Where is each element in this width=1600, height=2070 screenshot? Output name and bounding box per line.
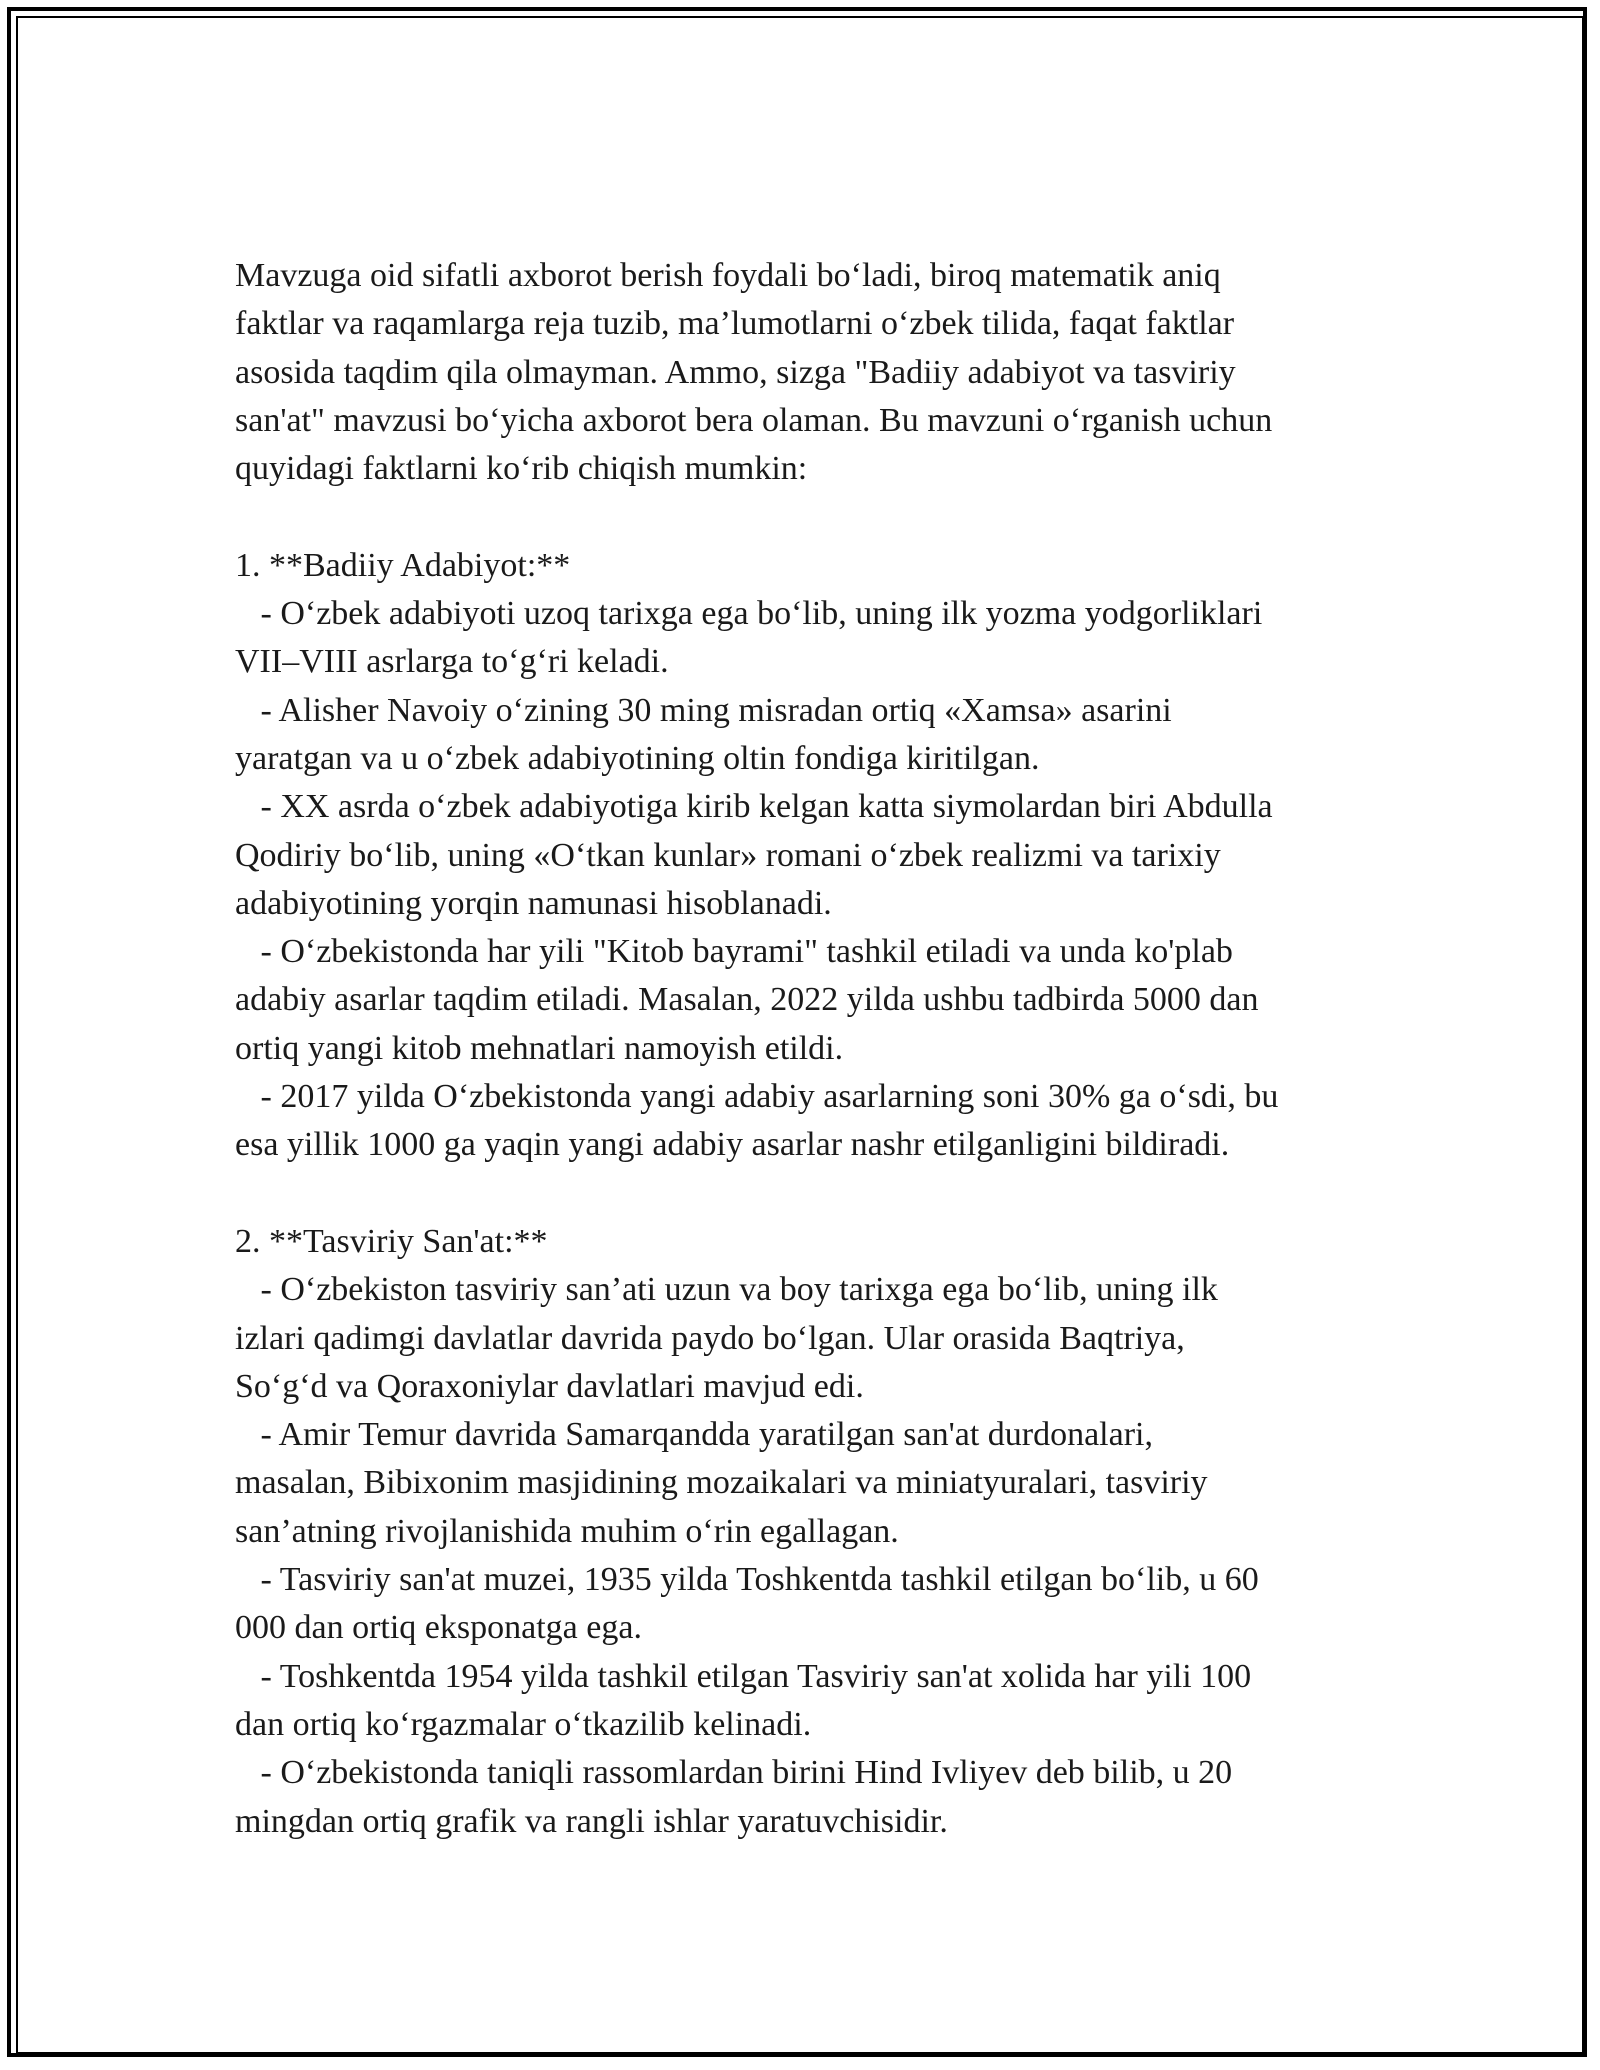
text-line: san’atning rivojlanishida muhim o‘rin egallagan. (235, 1512, 899, 1550)
section-heading: 1. **Badiiy Adabiyot:** (235, 546, 571, 584)
section-badiiy-adabiyot (235, 542, 1375, 1170)
section-tasviriy-sanat (235, 1218, 1375, 1846)
text-line: - Toshkentda 1954 yilda tashkil etilgan Tasviriy san'at xolida har yili 100 (235, 1657, 1252, 1695)
spacer (235, 1170, 1375, 1218)
text-line: adabiyotining yorqin namunasi hisoblanadi. (235, 884, 832, 922)
text-line: 000 dan ortiq eksponatga ega. (235, 1609, 642, 1647)
text-line: - O‘zbekistonda taniqli rassomlardan birini Hind Ivliyev deb bilib, u 20 (235, 1754, 1233, 1792)
spacer (235, 493, 1375, 541)
text-line: asosida taqdim qila olmayman. Ammo, sizga "Badiiy adabiyot va tasviriy (235, 353, 1236, 391)
text-line: - O‘zbek adabiyoti uzoq tarixga ega bo‘lib, uning ilk yozma yodgorliklari (235, 595, 1263, 633)
text-line: mingdan ortiq grafik va rangli ishlar yaratuvchisidir. (235, 1802, 948, 1840)
text-line: yaratgan va u o‘zbek adabiyotining oltin fondiga kiritilgan. (235, 739, 1040, 777)
text-line: - Amir Temur davrida Samarqandda yaratilgan san'at durdonalari, (235, 1416, 1153, 1454)
text-line: - O‘zbekiston tasviriy san’ati uzun va boy tarixga ega bo‘lib, uning ilk (235, 1271, 1218, 1309)
text-line: Mavzuga oid sifatli axborot berish foydali bo‘ladi, biroq matematik aniq (235, 257, 1221, 294)
text-line: san'at" mavzusi bo‘yicha axborot bera olaman. Bu mavzuni o‘rganish uchun (235, 401, 1273, 439)
text-line: - XX asrda o‘zbek adabiyotiga kirib kelgan katta siymolardan biri Abdulla (235, 788, 1273, 826)
text-line: VII–VIII asrlarga to‘g‘ri keladi. (235, 643, 669, 681)
text-line: - O‘zbekistonda har yili "Kitob bayrami" tashkil etiladi va unda ko'plab (235, 933, 1233, 971)
intro-paragraph (235, 252, 1375, 493)
text-line: - Alisher Navoiy o‘zining 30 ming misradan ortiq «Xamsa» asarini (235, 691, 1172, 729)
text-line: adabiy asarlar taqdim etiladi. Masalan, 2022 yilda ushbu tadbirda 5000 dan (235, 981, 1259, 1019)
text-line: dan ortiq ko‘rgazmalar o‘tkazilib kelinadi. (235, 1705, 812, 1743)
text-line: faktlar va raqamlarga reja tuzib, ma’lumotlarni o‘zbek tilida, faqat faktlar (235, 305, 1235, 343)
document-body (235, 252, 1375, 1846)
text-line: ortiq yangi kitob mehnatlari namoyish etildi. (235, 1029, 844, 1067)
text-line: masalan, Bibixonim masjidining mozaikalari va miniatyuralari, tasviriy (235, 1464, 1208, 1502)
text-line: So‘g‘d va Qoraxoniylar davlatlari mavjud edi. (235, 1367, 864, 1405)
text-line: - Tasviriy san'at muzei, 1935 yilda Toshkentda tashkil etilgan bo‘lib, u 60 (235, 1561, 1259, 1599)
section-heading: 2. **Tasviriy San'at:** (235, 1222, 548, 1260)
text-line: izlari qadimgi davlatlar davrida paydo bo‘lgan. Ular orasida Baqtriya, (235, 1319, 1185, 1357)
text-line: Qodiriy bo‘lib, uning «O‘tkan kunlar» romani o‘zbek realizmi va tarixiy (235, 836, 1221, 874)
text-line: esa yillik 1000 ga yaqin yangi adabiy asarlar nashr etilganligini bildiradi. (235, 1126, 1230, 1164)
text-line: - 2017 yilda O‘zbekistonda yangi adabiy asarlarning soni 30% ga o‘sdi, bu (235, 1078, 1279, 1116)
text-line: quyidagi faktlarni ko‘rib chiqish mumkin: (235, 450, 808, 488)
